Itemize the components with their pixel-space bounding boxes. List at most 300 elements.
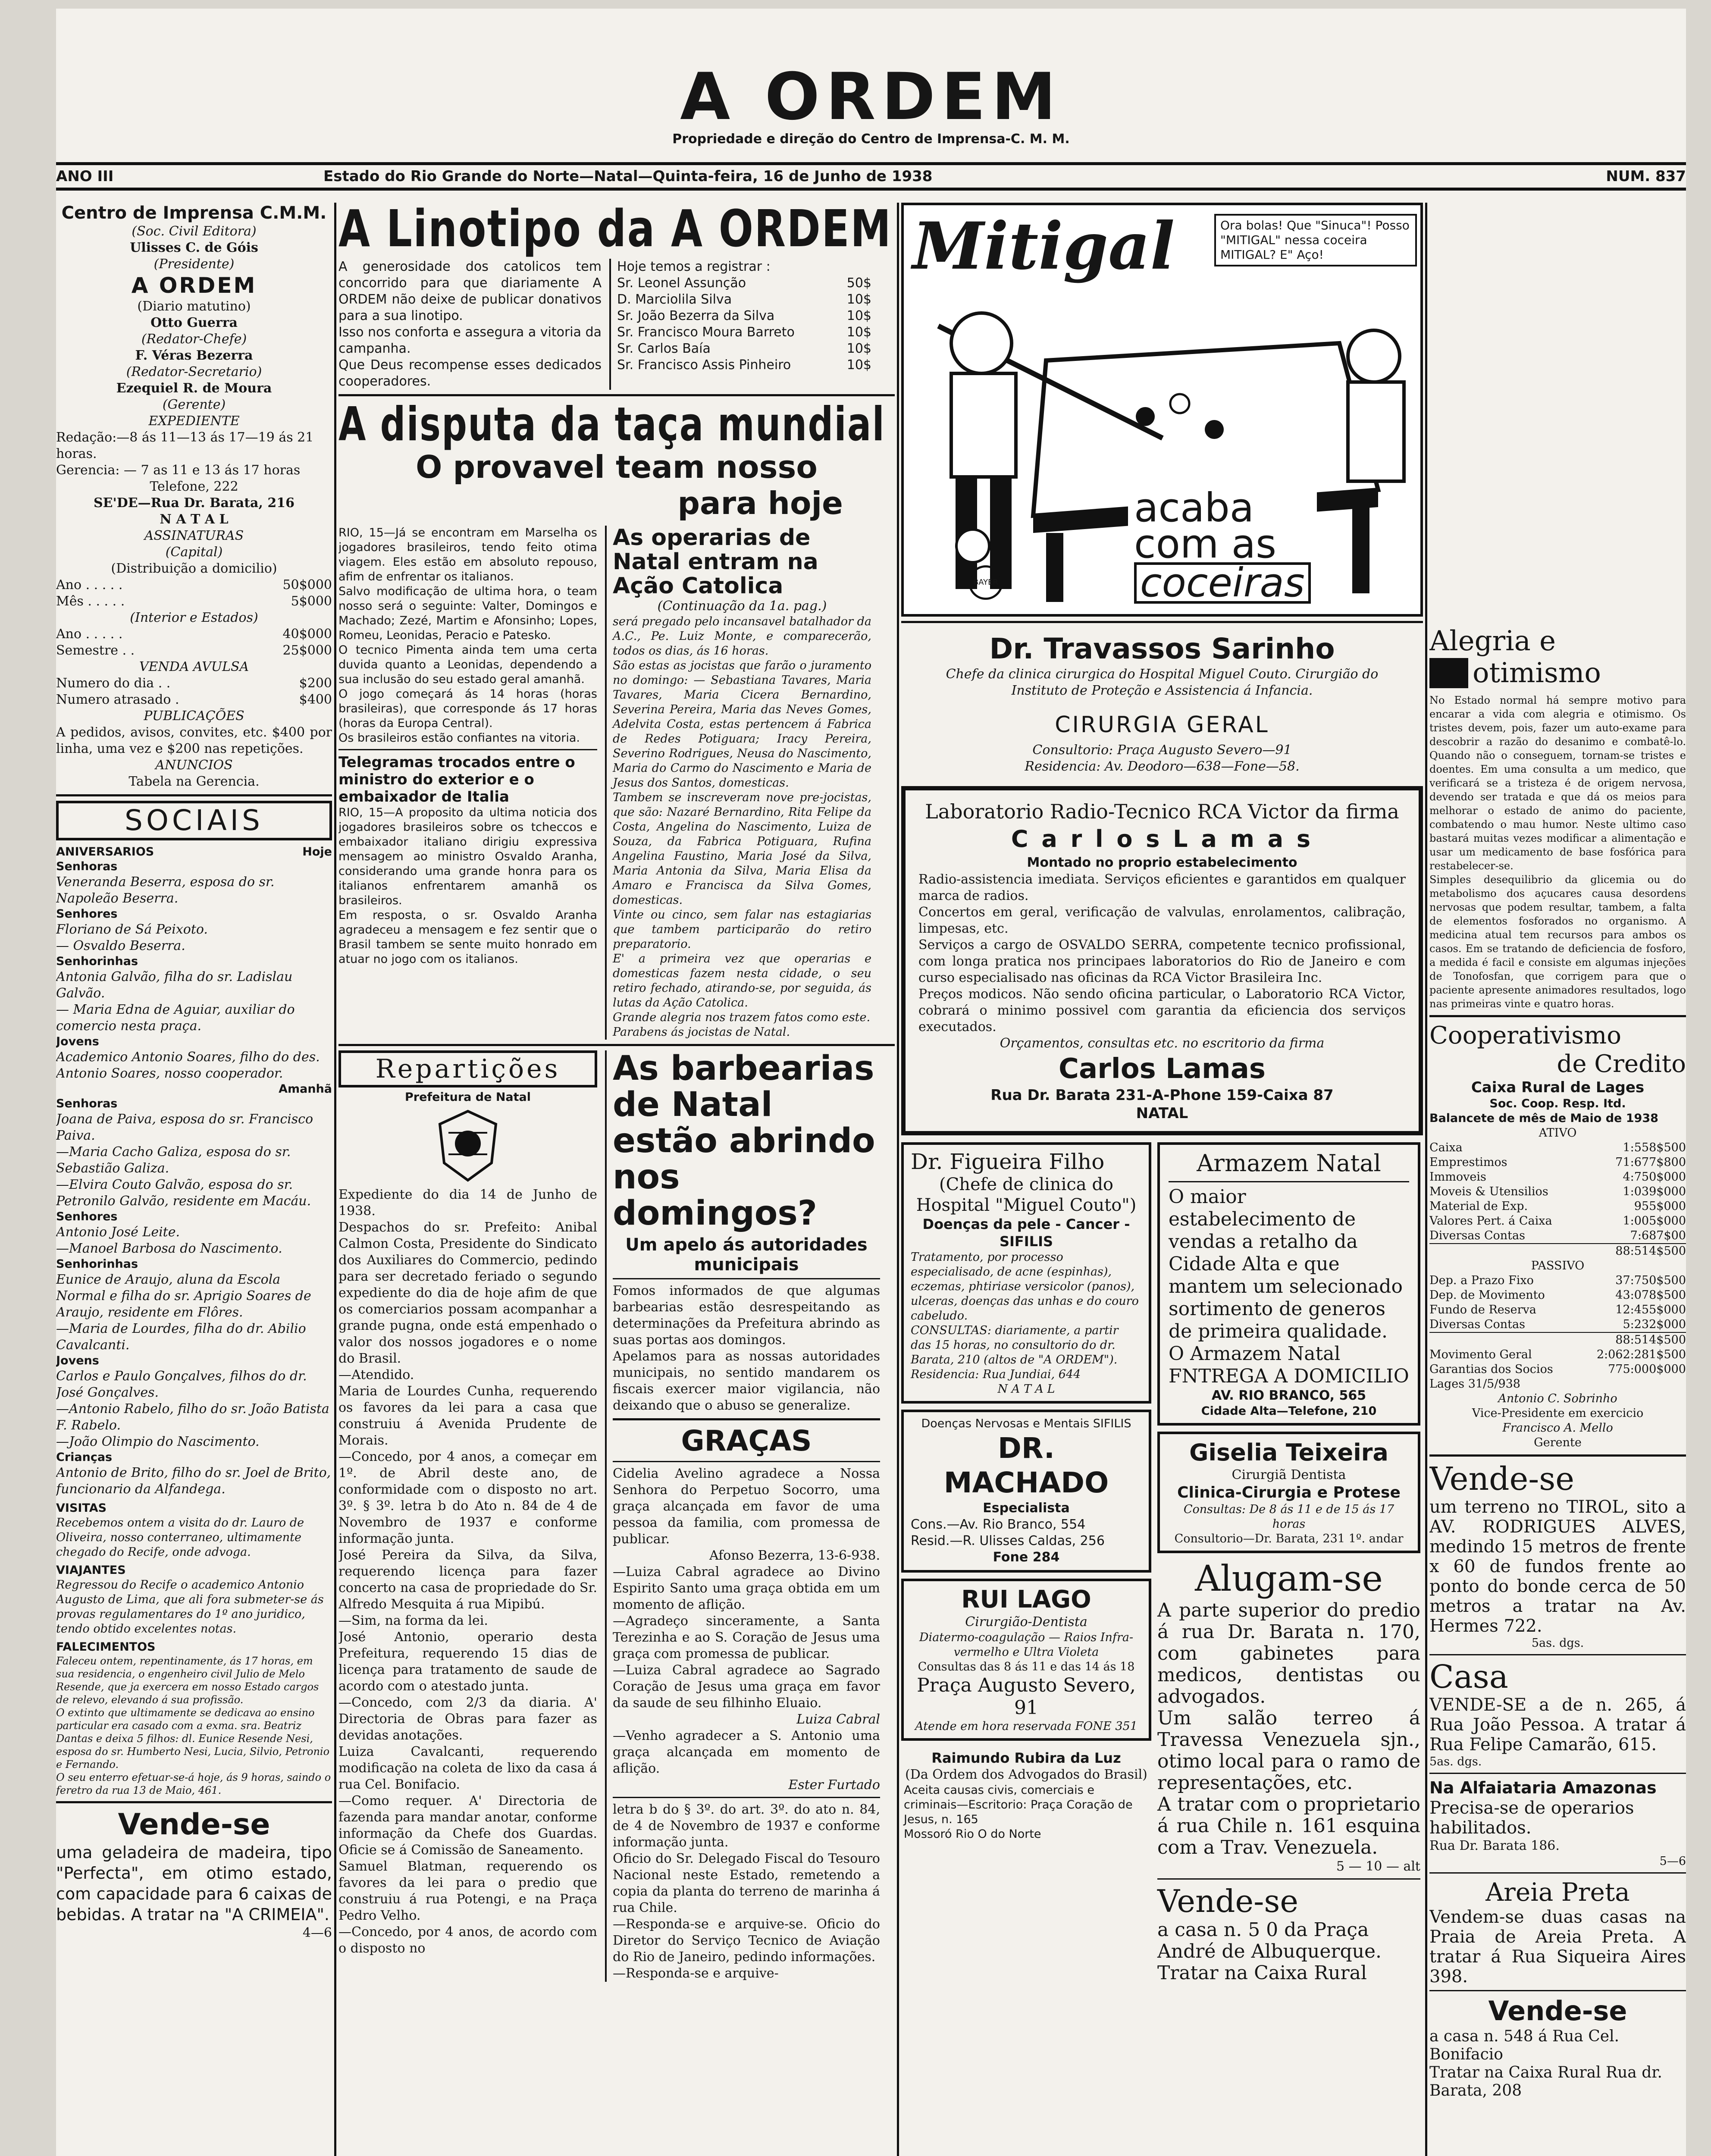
price-value: 50$000 [282,577,332,592]
gracas-sig: Ester Furtado [788,1777,880,1792]
vende5-text: Tratar na Caixa Rural Rua dr. Barata, 208 [1429,2064,1662,2100]
row-label: Immoveis [1429,1170,1486,1184]
table-row [1429,1273,1686,1288]
falecimentos-text: Faleceu ontem, repentinamente, ás 17 horas, em sua residencia, o engenheiro civil Julio de Melo Resende, que ja exercera em nosso Estado cargos de relevo, elevando á sua profissão. [56,1655,319,1706]
row-value: 955$000 [1634,1200,1686,1213]
staff-expediente: EXPEDIENTE [148,414,240,429]
vende4-title: Casa [1429,1658,1508,1695]
divider [613,1418,880,1420]
row-label: Sr. João Bezerra da Silva [617,308,775,323]
divider [613,1278,880,1279]
staff-editor: Otto Guerra [150,315,238,330]
row-value: 4:750$000 [1623,1170,1686,1184]
row-value: 5:232$000 [1623,1318,1686,1331]
sarinho-ad [901,627,1423,779]
taca-para: Salvo modificação de ultima hora, o team nosso será o seguinte: Valter, Domingos e Machado; Zezé, Martim e Afonsinho; Lopes, Romeu, Leonidas, Peracio e Patesko. [338,585,597,642]
coop-row-value: 2:062:281$500 [1596,1348,1686,1361]
sociais-heading [56,801,332,840]
operarias-para: Grande alegria nos trazem fatos como este. [613,1011,871,1024]
vende3-code: 5as. dgs. [1531,1636,1584,1650]
alugam-para: A tratar com o proprietario á rua Chile n. 161 esquina com a Trav. Venezuela. [1157,1793,1420,1858]
rca-firm: C a r l o s L a m a s [1011,825,1313,852]
operarias-article [605,526,871,1040]
hoje-label: Hoje [302,845,332,859]
taca-para: Os brasileiros estão confiantes na vitoria. [338,731,580,745]
coop-passivo-label: PASSIVO [1531,1259,1585,1272]
staff-editor-role: (Redator-Chefe) [141,332,247,347]
price-row [56,642,332,659]
coop-name: Caixa Rural de Lages [1471,1079,1645,1096]
coop-sig-role: Vice-Presidente em exercicio [1472,1407,1644,1420]
price-row [56,593,332,610]
rep-para: —Concedo, com 2/3 da diaria. A' Directoria de Obras para fazer as devidas anotações. [338,1695,597,1743]
reparticoes-title: Repartições [375,1054,561,1084]
column-news [338,203,895,2156]
divider [56,1801,332,1803]
amazonas-text: Precisa-se de operarios habilitados. [1429,1798,1634,1838]
linotipo-para: A generosidade dos catolicos tem concorrido para que diariamente A ORDEM não deixe de publicar donativos para a sua linotipo. [338,259,602,323]
mitigal-brand: Mitigal [912,208,1175,284]
vende2-text: Tratar na Caixa Rural [1157,1962,1367,1984]
rubira-name: Raimundo Rubira da Luz [931,1750,1121,1766]
row-label: Fundo de Reserva [1429,1303,1536,1316]
taca-para: RIO, 15—Já se encontram em Marselha os jogadores brasileiros, tendo feito otima viagem. Eles estão em absoluto repouso, afim de enfrentar os italianos. [338,526,597,583]
divider [1429,1454,1686,1457]
staff-gerencia: Gerencia: — 7 as 11 e 13 ás 17 horas [56,463,301,478]
staff-venda: VENDA AVULSA [139,659,249,674]
gracas-para: Cidelia Avelino agradece a Nossa Senhora do Perpetuo Socorro, uma graça alcançada em favor de uma pessoa da familia, com promessa de publicar. [613,1466,880,1547]
ativo-table [1429,1141,1686,1243]
sociais-title: SOCIAIS [125,804,263,837]
operarias-title: As operarias de Natal entram na Ação Catolica [613,525,818,599]
coop-sig: Francisco A. Mello [1502,1421,1613,1435]
mitigal-speech: Ora bolas! Que "Sinuca"! Posso "MITIGAL" nessa coceira MITIGAL? E" Aço! [1214,214,1417,266]
ruilago-text: Consultas das 8 ás 11 e das 14 ás 18 [918,1660,1135,1673]
gracas-para: —Luiza Cabral agradece ao Sagrado Coração de Jesus uma graça em favor da saude de seu filhinho Eluaio. [613,1663,880,1711]
ruilago-ad [901,1579,1151,1741]
amazonas-title: Na Alfaiataria Amazonas [1429,1778,1657,1797]
masthead-title: A ORDEM [680,60,1062,135]
price-label: Numero do dia . . [56,676,171,691]
alegria-title-row [1429,657,1686,689]
vende1-code: 4—6 [302,1925,332,1940]
rca-para: Serviços a cargo de OSVALDO SERRA, competente tecnico profissional, com longa pratica nos principaes laboratorios do Rio de Janeiro e com curso especialisado nas oficinas da RCA Victor Brasileira Inc. [918,937,1406,985]
price-label: Semestre . . [56,643,135,658]
row-label: Moveis & Utensilios [1429,1185,1548,1198]
telegramas-title: Telegramas trocados entre o ministro do exterior e o embaixador de Italia [338,754,575,805]
row-label: Caixa [1429,1141,1463,1154]
rca-ad [901,786,1423,1135]
column-staff [56,203,332,2156]
vende3-text: um terreno no TIROL, sito a AV. RODRIGUES ALVES, medindo 15 metros de frente x 60 de fundos frente ao ponto do bonde cerca de 50 metros a tratar na Av. Hermes 722. [1429,1497,1686,1636]
gracas-title: GRAÇAS [681,1424,812,1457]
operarias-parabens: Parabens ás jocistas de Natal. [613,1025,790,1039]
staff-title: Centro de Imprensa C.M.M. [61,203,327,223]
barbearias-subtitle: Um apelo ás autoridades municipais [625,1235,868,1275]
staff-paper-sub: (Diario matutino) [137,299,251,314]
divider [1429,1015,1686,1017]
mitigal-ad [901,203,1423,617]
row-label: Emprestimos [1429,1156,1507,1169]
staff-redacao: Redação:—8 ás 11—13 ás 17—19 ás 21 horas. [56,430,314,461]
sociais-line: Carlos e Paulo Gonçalves, filhos do dr. José Gonçalves. [56,1369,307,1400]
staff-sede: SE'DE—Rua Dr. Barata, 216 [93,495,295,511]
row-label: Sr. Leonel Assunção [617,276,746,291]
rubira-role: (Da Ordem dos Advogados do Brasil) [905,1767,1147,1782]
ruilago-role: Cirurgião-Dentista [965,1614,1087,1630]
ruilago-note: Atende em hora reservada FONE 351 [915,1720,1138,1733]
sociais-line: —Maria de Lourdes, filha do dr. Abilio Cavalcanti. [56,1321,306,1353]
linotipo-body [338,259,895,390]
sociais-line: Academico Antonio Soares, filho do des. Antonio Soares, nosso cooperador. [56,1050,320,1081]
staff-pub-text: A pedidos, avisos, convites, etc. $400 por linha, uma vez e $200 nas repetições. [56,725,332,756]
passivo-total: 88:514$500 [1429,1332,1686,1348]
blank-area [1429,203,1686,617]
figueira-res: Residencia: Rua Jundiai, 644 [911,1368,1081,1381]
barbearias-title: As barbearias de Natal estão abrindo nos domingos? [613,1049,875,1233]
gisella-role: Cirurgiã Dentista [1232,1467,1346,1482]
figueira-ad [901,1142,1151,1404]
rca-para: Concertos em geral, verificação de valvulas, enrolamentos, calibração, limpesas, etc. [918,905,1406,936]
operarias-para: São estas as jocistas que farão o juramento no domingo: — Sebastiana Tavares, Maria Tavares, Maria Cicera Bernardino, Severina Pereira, Maria das Neves Gomes, Adelvita Costa, estas pertencem á Fabrica de Redes Potiguara; Iracy Pereira, Severino Rodrigues, Neusa do Nascimento, Maria do Carmo do Nascimento e Maria de Jesus dos Santos, domesticas. [613,659,871,790]
vende2-text: a casa n. 5 0 da Praça André de Albuquerque. [1157,1919,1382,1962]
alegria-emblem-icon [1429,658,1468,688]
sociais-line: —João Olimpio do Nascimento. [56,1434,260,1449]
divider [1429,1654,1686,1655]
ruilago-addr: Praça Augusto Severo, 91 [917,1674,1136,1719]
sarinho-name: Dr. Travassos Sarinho [989,632,1335,665]
edition-label: Estado do Rio Grande do Norte—Natal—Quinta-feira, 16 de Junho de 1938 [323,168,933,185]
divider [338,394,895,396]
gracas-para: letra b do § 3º. do art. 3º. do ato n. 84, de 4 de Novembro de 1937 e conforme informação junta. [613,1802,880,1850]
coop-title2: de Credito [1557,1050,1686,1078]
sociais-line: Antonio de Brito, filho do sr. Joel de Brito, funcionario da Alfandega. [56,1465,331,1497]
rep-para: Samuel Blatman, requerendo os favores da lei para o predio que construiu á rua Potengi, e na Praça Pedro Velho. [338,1859,597,1923]
sarinho-spec: CIRURGIA GERAL [1055,712,1269,738]
year-label: ANO III [56,168,114,185]
figueira-name: Dr. Figueira Filho [911,1149,1105,1174]
divider [613,1797,880,1798]
staff-soc: (Soc. Civil Editora) [132,224,257,239]
reparticoes-article [338,1050,597,1982]
gisella-name: Giselia Teixeira [1189,1439,1388,1466]
alugam-code: 5 — 10 — alt [1336,1859,1420,1874]
coop-title: Cooperativismo [1429,1022,1621,1050]
sociais-line: Jovens [56,1035,99,1048]
linotipo-register [609,259,871,390]
operarias-para: será pregado pelo incansavel batalhador da A.C., Pe. Luiz Monte, e comparecerão, todos os dias, ás 16 horas. [613,615,871,658]
divider [338,749,597,750]
row-value: 10$ [846,308,871,323]
ativo-total: 88:514$500 [1429,1243,1686,1259]
coop-row-label: Garantias dos Socios [1429,1363,1553,1376]
coop-row-label: Movimento Geral [1429,1348,1532,1361]
price-value: 40$000 [282,627,332,642]
staff-paper: A ORDEM [131,273,257,298]
column-rule [334,203,336,2156]
table-row [1429,1303,1686,1317]
sarinho-text: Chefe da clinica cirurgica do Hospital Miguel Couto. Cirurgião do Instituto de Proteção e Assistencia á Infancia. [946,667,1379,698]
rep-para: —Sim, na forma da lei. [338,1613,488,1628]
price-row [56,577,332,593]
sociais-line: —Maria Cacho Galiza, esposa do sr. Sebastião Galiza. [56,1144,291,1176]
sociais-line: Antonio José Leite. [56,1225,180,1240]
gracas-para: —Venho agradecer a S. Antonio uma graça alcançada em momento de aflição. [613,1728,880,1776]
row-value: 10$ [846,292,871,307]
gracas-para: —Responda-se e arquive-se. Oficio do Diretor do Serviço Tecnico de Aviação do Rio de Janeiro, pedindo informações. [613,1917,880,1965]
sociais-line: Antonia Galvão, filha do sr. Ladislau Galvão. [56,969,293,1001]
falecimentos-text: O extinto que ultimamente se dedicava ao ensino particular era casado com a exma. sra. Beatriz Dantas e deixa 5 filhos: dl. Eunice Resende Nesi, esposa do sr. Humberto Nesi, Lucia, Silvio, Petronio e Fernando. [56,1707,330,1771]
machado-ad [901,1410,1151,1573]
coop-sig-role: Gerente [1534,1436,1582,1449]
machado-res: Resid.—R. Ulisses Caldas, 256 [911,1533,1105,1548]
machado-spec: Especialista [983,1501,1070,1516]
rca-addr: Rua Dr. Barata 231-A-Phone 159-Caixa 87 [990,1087,1334,1104]
alugam-para: Um salão terreo á Travessa Venezuela sjn., otimo local para o ramo de representações, etc. [1157,1707,1420,1794]
gracas-sig: Luiza Cabral [796,1712,880,1727]
staff-manager-role: (Gerente) [162,397,226,412]
rep-para: —Concedo, por 4 anos, a começar em 1º. de Abril deste ano, de conformidade com o disposto no art. 3º. § 3º. letra b do Ato n. 84 de 4 de Novembro de 1937 e conforme informação junta. [338,1449,597,1546]
taca-para: O tecnico Pimenta ainda tem uma certa duvida quanto a Leonidas, dependendo a sua inclusão do seu estado geral amanhã. [338,643,597,686]
barbearias-gracas [605,1050,880,1982]
rca-firm2: Carlos Lamas [1059,1053,1266,1085]
operarias-para: E' a primeira vez que operarias e domesticas fazem nesta cidade, o seu retiro fechado, atirando-se, por seguida, ás lutas da Ação Catolica. [613,952,871,1009]
passivo-table [1429,1273,1686,1332]
vende1-text: uma geladeira de madeira, tipo "Perfecta", em otimo estado, com capacidade para 6 caixas de bebidas. A tratar na "A CRIMEIA". [56,1843,332,1924]
rca-sub: Montado no proprio estabelecimento [1027,855,1297,870]
armazem-phone: Cidade Alta—Telefone, 210 [1201,1404,1377,1418]
sociais-line: Veneranda Beserra, esposa do sr. Napoleão Beserra. [56,874,275,906]
alugam-title: Alugam-se [1195,1558,1383,1599]
taca-body [338,526,895,1040]
vende2-title: Vende-se [1157,1883,1298,1919]
viajantes-text: Regressou do Recife o academico Antonio Augusto de Lima, que ali fora submeter-se ás provas regulamentares do 1º ano juridico, tendo obtido excelentes notas. [56,1578,324,1636]
row-label: Diversas Contas [1429,1318,1525,1331]
divider [1157,1878,1420,1880]
staff-telefone: Telefone, 222 [150,479,238,494]
rep-para: —Concedo, por 4 anos, de acordo com o disposto no [338,1924,597,1956]
sociais-line: Jovens [56,1354,99,1367]
sociais-line: Senhorinhas [56,955,138,968]
row-label: Material de Exp. [1429,1200,1528,1213]
viajantes-label: VIAJANTES [56,1564,126,1577]
masthead-subtitle: Propriedade e direção do Centro de Imprensa-C. M. M. [672,132,1070,147]
sociais-line: — Osvaldo Beserra. [56,938,185,953]
armazem-ad [1157,1142,1420,1426]
rep-para: Maria de Lourdes Cunha, requerendo os favores da lei para a casa que construiu á Avenida Prudente de Morais. [338,1384,597,1448]
vende5-title: Vende-se [1488,1995,1627,2027]
divider [56,794,332,796]
rubira-ad [901,1745,1151,1846]
areia-title: Areia Preta [1485,1877,1630,1907]
sociais-line: Crianças [56,1451,113,1464]
divider [338,1044,895,1046]
gisella-spec: Clinica-Cirurgia e Protese [1177,1484,1401,1501]
register-title: Hoje temos a registrar : [617,259,771,274]
linotipo-title: A Linotipo da A ORDEM [338,203,892,258]
armazem-text: O maior estabelecimento de vendas a retalho da Cidade Alta e que mantem um selecionado sortimento de generos de primeira qualidade. O Armazem Natal FNTREGA A DOMICILIO [1169,1186,1409,1387]
machado-name: DR. MACHADO [943,1432,1109,1499]
gracas-para: Oficio do Sr. Delegado Fiscal do Tesouro Nacional neste Estado, remetendo a copia da planta do terreno de marinha á rua Chile. [613,1851,880,1915]
staff-distribuicao: (Distribuição a domicilio) [111,561,277,576]
sarinho-res: Residencia: Av. Deodoro—638—Fone—58. [1025,759,1300,774]
falecimentos-label: FALECIMENTOS [56,1640,156,1654]
coop-date: Lages 31/5/938 [1429,1377,1520,1391]
rca-city: NATAL [1136,1105,1188,1122]
gisella-addr: Consultorio—Dr. Barata, 231 1º. andar [1174,1532,1404,1545]
gracas-para: —Luiza Cabral agradece ao Divino Espirito Santo uma graça obtida em um momento de aflição. [613,1564,880,1612]
column-ads [901,203,1423,2156]
column-right [1429,203,1686,2156]
gracas-para: —Agradeço sinceramente, a Santa Terezinha e ao S. Coração de Jesus uma graça com promessa de publicar. [613,1614,880,1661]
staff-anuncios: ANUNCIOS [155,758,233,773]
table-row [617,308,871,324]
sociais-line: Joana de Paiva, esposa do sr. Francisco Paiva. [56,1112,313,1143]
coop-row-value: 775:000$000 [1608,1363,1686,1376]
rca-para: Radio-assistencia imediata. Serviços eficientes e garantidos em qualquer marca de radios. [918,872,1406,903]
table-row [617,275,871,291]
table-row [617,291,871,308]
coop-balance: Balancete de mês de Maio de 1938 [1429,1112,1658,1125]
alugam-para: A parte superior do predio á rua Dr. Barata n. 170, com gabinetes para medicos, dentistas ou advogados. [1157,1599,1420,1708]
sociais-line: Senhores [56,907,118,921]
sociais-line: Senhorinhas [56,1257,138,1271]
rca-para: Orçamentos, consultas etc. no escritorio da firma [1000,1036,1325,1051]
alegria-para: Simples desequilibrio da glicemia ou do metabolismo dos açucares causa desordens nervosas que podem resultar, tambem, a falta de elementos fosforados no organismo. A medicina atual tem recursos para ambos os casos. Em se tratando de deficiencia de fosforo, a medida é facil e consiste em algumas injeções de Tonofosfan, que corrigem para que o paciente apresente animadores resultados, logo nas primeiras vinte e quatro horas. [1429,874,1686,1010]
rca-para: Preços modicos. Não sendo oficina particular, o Laboratorio RCA Victor, cobrará o minimo possivel com garantia da eficiencia dos serviços executados. [918,987,1406,1034]
linotipo-text [338,259,602,390]
divider [1429,1872,1686,1874]
price-label: Ano . . . . . [56,627,123,642]
rep-para: Luiza Cavalcanti, requerendo modificação na coleta de lixo da casa á rua Cel. Bonifacio. [338,1744,597,1792]
rep-para: —Como requer. A' Directoria de fazenda para mandar anotar, conforme informação da Chefe dos Guardas. Oficie se á Comissão de Saneamento. [338,1793,597,1858]
barbearias-para: Fomos informados de que algumas barbearias estão desrespeitando as determinações da Prefeitura abrindo as suas portas aos domingos. [613,1283,880,1348]
price-value: $200 [299,676,332,691]
telegramas-para: Em resposta, o sr. Osvaldo Aranha agradeceu a mensagem e fez sentir que o Brasil tambem se sente muito honrado em atuar no jogo com os italianos. [338,909,597,966]
staff-secretary-role: (Redator-Secretario) [126,364,262,379]
visitas-label: VISITAS [56,1501,107,1515]
table-row [1429,1155,1686,1170]
rubira-text: Aceita causas civis, comerciais e criminais—Escritorio: Praça Coração de Jesus, n. 165 [904,1783,1133,1826]
price-value: 5$000 [291,594,332,609]
price-label: Numero atrasado . [56,692,179,707]
staff-capital: (Capital) [165,545,223,560]
machado-phone: Fone 284 [993,1550,1060,1565]
staff-natal: N A T A L [160,512,229,527]
alegria-para: No Estado normal há sempre motivo para encarar a vida com alegria e otimismo. Os tristes devem, pois, fazer um auto-exame para descobrir a razão do desanimo e combatê-lo. Quando não o conseguem, tornam-se tristes e doentes. Em uma consulta a um medico, que verificará se a tristeza é de origem nervosa, devendo ser tratada e que dá os meios para melhorar o estado de animo do paciente, combatendo o mau humor. Neste ultimo caso bastará muitas vezes modificar a alimentação e usar um medicamento de base fosfórica para restabelecer-se. [1429,694,1686,872]
edition-strip [56,162,1686,191]
column-rule [897,203,899,2156]
row-value: 1:039$000 [1623,1185,1686,1198]
coop-ativo-label: ATIVO [1539,1126,1577,1140]
gracas-para: —Responda-se e arquive- [613,1966,779,1981]
register-list [617,275,871,373]
table-row [1429,1214,1686,1228]
gracas-sig: Afonso Bezerra, 13-6-938. [709,1548,880,1563]
taca-subtitle: para hoje [677,485,843,521]
coop-row [1429,1362,1686,1377]
coat-of-arms-icon [338,1105,597,1187]
divider [1429,1990,1686,1991]
row-label: Sr. Francisco Assis Pinheiro [617,357,791,373]
row-value: 37:750$500 [1615,1274,1686,1287]
sarinho-cons: Consultorio: Praça Augusto Severo—91 [1032,743,1292,758]
row-label: D. Marciolila Silva [617,292,732,307]
row-value: 50$ [846,276,871,291]
row-value: 1:558$500 [1623,1141,1686,1154]
row-value: 43:078$500 [1615,1288,1686,1302]
linotipo-para: Que Deus recompense esses dedicados cooperadores. [338,357,602,389]
linotipo-para: Isso nos conforta e assegura a vitoria da campanha. [338,325,602,356]
taca-para: O jogo começará ás 14 horas (horas brasileiras), que corresponde ás 17 horas (horas da Europa Central). [338,687,597,730]
sociais-line: Senhores [56,1210,118,1223]
coop-row [1429,1348,1686,1362]
armazem-addr: AV. RIO BRANCO, 565 [1211,1388,1366,1403]
table-row [617,357,871,373]
staff-assinaturas: ASSINATURAS [144,528,244,543]
staff-president-role: (Presidente) [154,257,235,272]
number-label: NUM. 837 [1606,168,1686,185]
table-row [1429,1141,1686,1155]
aniv-row [56,845,332,859]
sociais-line: Eunice de Araujo, aluna da Escola Normal e filha do sr. Aprigio Soares de Araujo, residente em Flôres. [56,1272,311,1320]
staff-interior: (Interior e Estados) [130,610,258,625]
aniv-label: ANIVERSARIOS [56,845,154,859]
falecimentos-text: O seu enterro efetuar-se-á hoje, ás 9 horas, saindo o feretro da rua 13 de Maio, 461. [56,1771,331,1796]
row-label: Dep. a Prazo Fixo [1429,1274,1534,1287]
rep-para: Despachos do sr. Prefeito: Anibal Calmon Costa, Presidente do Sindicato dos Auxiliares do Commercio, pedindo para ser decretado feriado o segundo expediente do dia de hoje afim de que os comerciarios possam acompanhar a grande pugna, onde está empenhado o valor dos nossos jogadores e o nome do Brasil. [338,1220,597,1366]
ads-right [1157,1142,1420,1984]
vende1-title: Vende-se [118,1808,270,1842]
staff-president: Ulisses C. de Góis [130,240,258,255]
tagline-line: coceiras [1134,562,1311,604]
alegria-title2: otimismo [1473,657,1601,689]
vende5-text: a casa n. 548 á Rua Cel. Bonifacio [1429,2028,1620,2063]
table-row [1429,1317,1686,1332]
sociais-line: Floriano de Sá Peixoto. [56,922,208,937]
taca-title: A disputa da taça mundial [338,398,886,451]
table-row [1429,1170,1686,1185]
operarias-para: Vinte ou cinco, sem falar nas estagiarias que tambem participarão do retiro preparatorio. [613,908,871,951]
figueira-text: Tratamento, por processo especialisado, de acne (espinhas), eczemas, phtiriase versicolor (panos), ulceras, doenças das unhas e do couro cabeludo. [911,1250,1139,1322]
row-value: 10$ [846,325,871,340]
price-row [56,675,332,692]
row-label: Diversas Contas [1429,1229,1525,1242]
row-label: Sr. Francisco Moura Barreto [617,325,795,340]
price-row [56,626,332,642]
price-value: 25$000 [282,643,332,658]
reparticoes-heading [338,1050,597,1087]
divider [1429,1773,1686,1774]
figueira-cons: CONSULTAS: diariamente, a partir das 15 horas, no consultorio do dr. Barata, 210 (altos de "A ORDEM"). [911,1324,1119,1366]
row-value: 71:677$800 [1615,1156,1686,1169]
rep-para: José Pereira da Silva, da Silva, requerendo licença para fazer concerto na casa de propriedade do Sr. Alfredo Mesquita á rua Mipibú. [338,1548,597,1612]
row-value: 7:687$00 [1630,1229,1686,1242]
price-label: Mês . . . . . [56,594,125,609]
column-rule [1425,203,1427,2156]
taca-text [338,526,597,1040]
rep-para: Expediente do dia 14 de Junho de 1938. [338,1187,597,1219]
gisella-text: Consultas: De 8 ás 11 e de 15 ás 17 horas [1183,1503,1394,1531]
rep-para: José Antonio, operario desta Prefeitura, requerendo 15 dias de licença para tratamento de saude de acordo com o atestado junta. [338,1630,597,1694]
amanha-label: Amanhã [279,1082,332,1096]
amazonas-code: 5—6 [1659,1855,1686,1868]
tagline-line: acaba [1134,485,1254,531]
sociais-line: Senhoras [56,1097,118,1110]
sociais-line: — Maria Edna de Aguiar, auxiliar do comercio nesta praça. [56,1002,295,1034]
mitigal-tagline [1128,485,1317,606]
row-value: 10$ [846,341,871,356]
